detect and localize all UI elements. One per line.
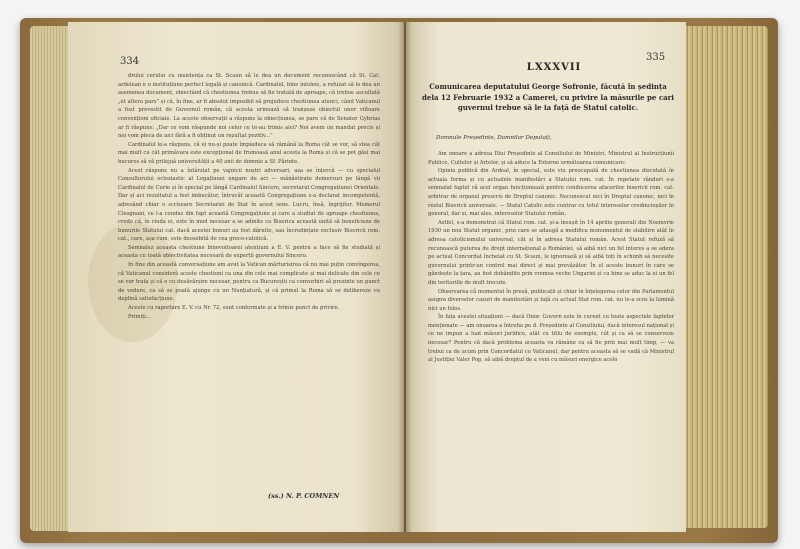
paragraph: Semnalez aceasta chestiune binevoitoarei atențiuni a E. V. pentru a face să fie studiată și aceasta cu toată obiectivitatea necesară de experții guvernului Sincero. bbox=[118, 244, 380, 260]
book-gutter bbox=[398, 22, 412, 532]
left-page-text bbox=[118, 72, 380, 321]
chapter-heading: Comunicarea deputatului George Sofronie, făcută în ședința dela 12 Februarie 1932 a Camerei, cu privire la măsurile pe cari guvernul trebue să le ia față de Statul catolic. bbox=[422, 82, 674, 112]
right-page-text bbox=[428, 150, 674, 365]
left-page-number: 334 bbox=[120, 56, 140, 67]
right-page-number: 335 bbox=[646, 52, 666, 63]
paragraph: Opinia publică din Ardeal, în special, este viu preocupată de chestiunea discutată în actuala forma și cu actualele manifestări a Statului rom. cat. În repetate rânduri s-a semnalat faptul că acel organ funcționează pentru conducerea afacerilor bisericii rom. cat. arbitrar de organul prescris de Dreptul canonic. Necunoscut nici în Dreptul canonic, nici în restul Bisericii universale. — Statul Catolic este contrar cu totul intereselor credincioșilor în general, dar și, mai ales, intereselor Statului român. bbox=[428, 168, 674, 218]
left-page-edges bbox=[30, 26, 70, 531]
paragraph: Primiți... bbox=[128, 313, 151, 320]
paragraph: Astfel, s-a demonstrat că Statul rom. cat. și-a însușit în 14 aprilie generali din Noemvrie 1930 un nou Statut organic, prin care se adaugă a modifica monumentul de stabilire atât în adresa catolicismului universal, cât și în adresa Statului român. Acest Statut refuză să recunoască puterea de drept internațional a României, să aibă nici un fel interes a se adera pe actual Concordat încheiat cu St. Scaun, le ignorează și să aibă toți în schimb să necesite guvernului printr-un control mai direct și mai prevăzător. În el aceste bunuri în care se gândește la țara, au fost dobândite prin vremea veche Ungariei și cu bine se aduc la ei un fel din teritoriile de mult trecute. bbox=[428, 219, 674, 286]
salutation: Domnule Președinte, Domnilor Deputați, bbox=[436, 135, 552, 141]
paragraph: In fine din această conversațiune am avut la Vatican mărturisirea că nu mai puțin convingerea, că Vaticanul consideră aceste chestiuni ca una din cele mai complicate și mai delicate din cele ce se vor trata și că e cu desăvârșire necesar, pentru ca Bucureștii ca convorbiri să prezinte un punct de vedere, ca să se poată ajunge cu un Nunțiatură, și că primul la Roma să se delibereze cu deplină satisfacțiune. bbox=[118, 262, 380, 303]
paragraph: Aceste cu raportare E. V. cu Nr. 72, sunt conformate și a trimis punct de privire. bbox=[128, 305, 340, 312]
paragraph: Acest răspuns nu a întârziat pe vajnicii noștri adversari, așa se înțercă — cu specialul Consultorului ecleziastic al Legațiunei ungare de aci — mănăstirate demersuri pe lângă vii Cardinalul de Curie și în special pe lângă Cardinalul Sincero, secretarul Congregațiunei Orientale. Dar și aci rezultatul a fost imbucător, întrucât această Congregațiune s-a declarat incompetentă, adresând chiar o scrisoare Secretariei de Stat în acest sens. Lucru, însă, îngrijitor, Memorul Ciesgnani, ce l-a condus din fapt această Congregațiune și care a studiat de aproape chestiunea, credo că, în ciuda ei, este în mod necesar a se admite ca Biserica această unită să beneficieze de bunurile Statului cat. dacă acestei bunuri au fost dăruite, sau încredințate exclusiv Bisericii rom. cat., care, așa cum, este deosebită de cea greco-catolică. bbox=[118, 167, 380, 243]
right-page bbox=[406, 22, 686, 532]
paragraph: În fața acestei situațiuni — dacă Onor. Guvern este în curent cu toate aspectele faptelor menționate — am onoarea a întreba pe d. Președinte al Consiliului, dacă interesul național și ce ne impun a luat măsuri juridice, atât cu titlu de exemplu, cât și ca să se conserveze necesar? Pentru că dacă problema aceasta va rămâne ca să fie prin mai mult timp, — va trebui ca de acum prin Concordatul cu Vaticanul, dar pentru aceasta să se vadă că Ministrul al Justiției Valer Pop, să aibă dreptul de a veni cu măsuri energice acolo bbox=[428, 314, 674, 364]
paragraph: Am onoare a adresa Dlui Președinte al Consiliului de Miniștri, Ministrul al Instrucțiunii Publice, Cultelor și Artelor, și să aduce la Externe următoarea comunicare: bbox=[428, 151, 674, 166]
paragraph: Observarea că momentul în presă, publicații și chiar în înțelegerea celor din Parlamentul asupra diverselor cazuri de manifestări și față cu actual Stat rom. cat. nu le-a scos la lumină nici un folos. bbox=[428, 288, 674, 312]
chapter-number: LXXXVII bbox=[526, 62, 582, 73]
paragraph: Cardinalul le-a răspuns, că ei nu-și poate împiedeca să rămână la Roma cât se vor, să stea cât mai mult cu cât primăvara este excepțional de frumoasă anul acesta la Roma și că se pot găsi mai bucuros să vă prilejuă universității a 40 anii de domnie a Sf. Părinte. bbox=[118, 141, 380, 165]
left-page bbox=[68, 22, 404, 532]
paragraph: drului cerului cu insistența ca St. Scaun să le dea un document recunoscând că St. Cat. ardelean e o instituțiune perfect legală și canonică. Cardinalul, bine intoleis, a refuzat să le dea un asemenea document, obiectând că chestiunea trebue să fie tratată de aproape, că trebue ascultată „et altera pars” și că, în fine, ar fi absolut imposibil să prejudece chestiunea atunci, când Vaticanul a fost prevestit de Guvernul român, că acesta urmează să tranșeze obiectul unor viitoare convenționi oficiale. La aceste observații a răspuns la obiecțiunea, se pare că de Senator Gybrias ar fi răspuns: „Dar ce vom răspunde noi celor ce te-au trimis aici? Noi avem un mandat precis și noi vom pleca de aici fără a fi obținut un rezultat pozitiv...” bbox=[118, 73, 380, 140]
open-book bbox=[20, 8, 778, 543]
signature: (ss.) N. P. COMNEN bbox=[268, 492, 340, 500]
right-page-edges bbox=[680, 26, 768, 528]
